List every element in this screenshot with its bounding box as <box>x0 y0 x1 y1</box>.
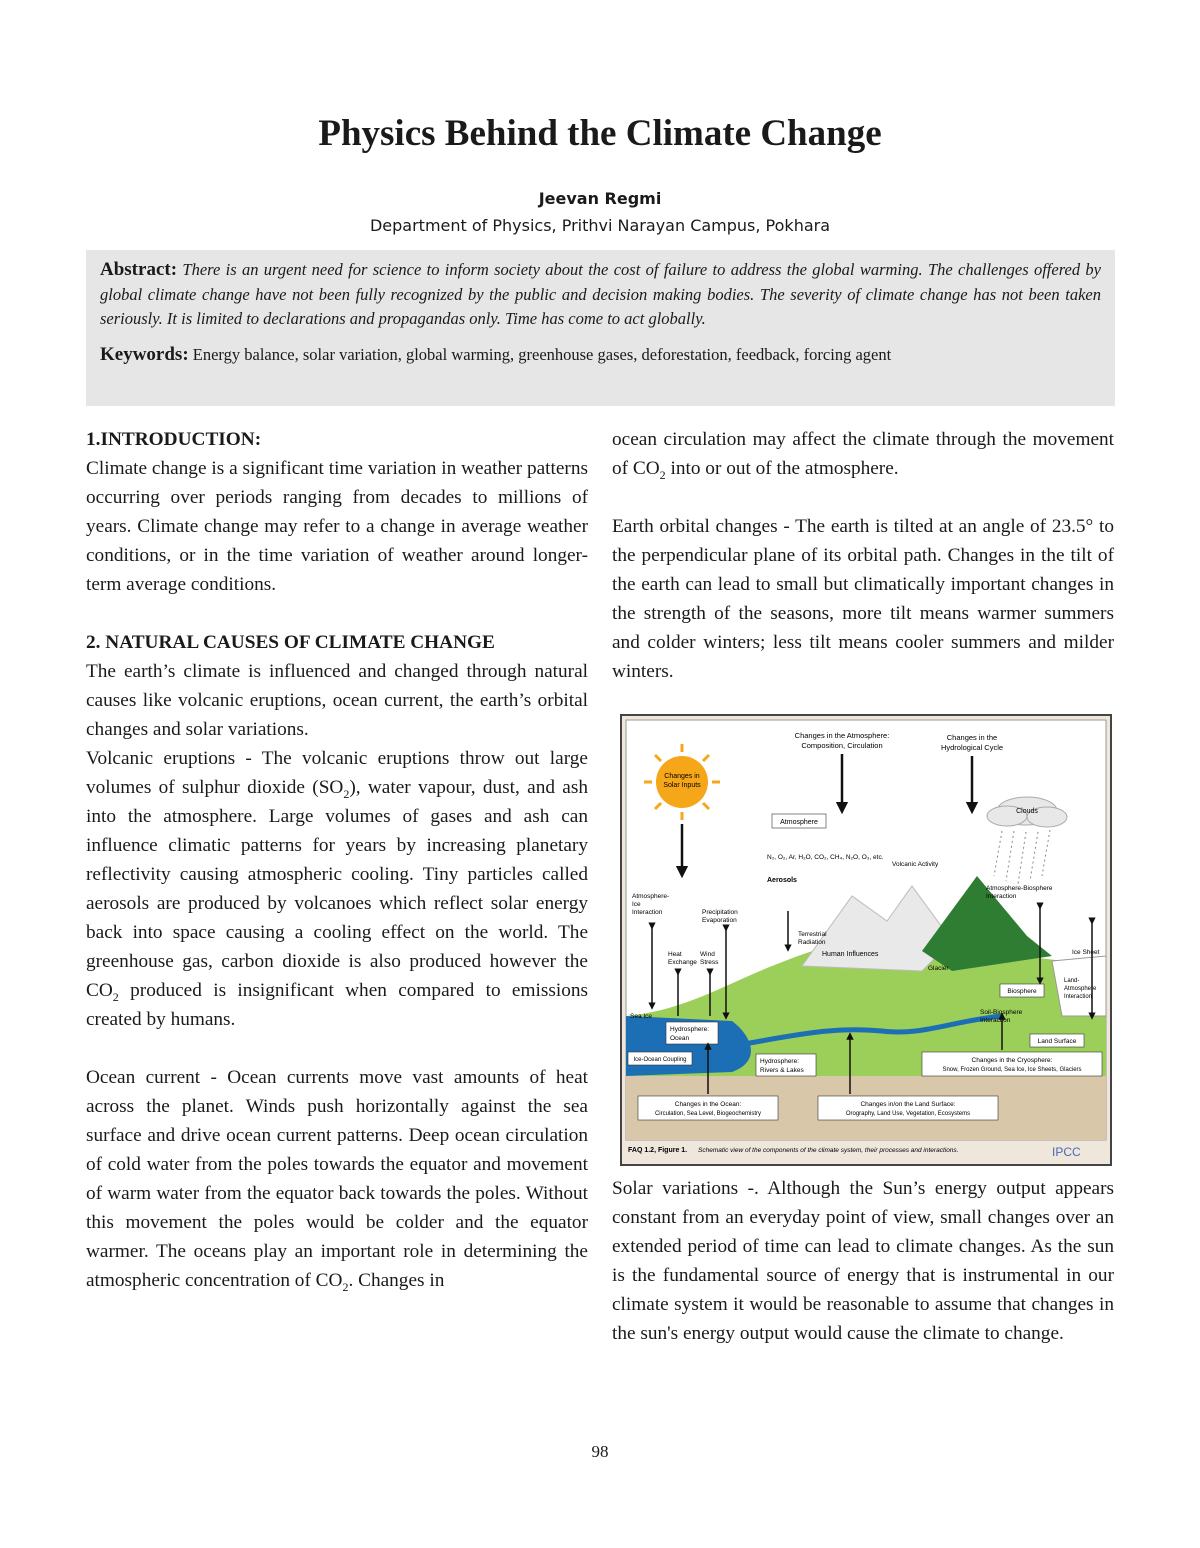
keywords-label: Keywords: <box>100 343 189 365</box>
svg-text:Interaction: Interaction <box>980 1017 1011 1024</box>
ocean-current-continued: ocean circulation may affect the climate through the movement of $CO_2$ into or out of the atmosphere. <box>612 429 1114 482</box>
svg-text:Atmosphere: Atmosphere <box>780 819 818 826</box>
natural-causes-paragraph: The earth’s climate is influenced and changed through natural causes like volcanic eruptions, ocean current, the earth’s orbital changes and solar variations. <box>86 661 588 740</box>
natural-causes-heading: 2. NATURAL CAUSES OF CLIMATE CHANGE <box>86 632 495 653</box>
svg-text:Changes in/on the Land Surface: Changes in/on the Land Surface: <box>860 1101 956 1108</box>
abstract-label: Abstract: <box>100 259 178 280</box>
svg-text:Precipitation: Precipitation <box>702 909 738 916</box>
svg-text:Interaction: Interaction <box>986 893 1017 900</box>
svg-text:Interaction: Interaction <box>1064 994 1093 1000</box>
svg-text:Ice: Ice <box>632 901 641 908</box>
figure-caption-label: FAQ 1.2, Figure 1. <box>628 1147 688 1154</box>
svg-text:Changes in the Atmosphere:: Changes in the Atmosphere: <box>794 731 890 740</box>
svg-text:Soil-Biosphere: Soil-Biosphere <box>980 1009 1023 1016</box>
svg-text:Stress: Stress <box>700 959 719 966</box>
svg-text:Interaction: Interaction <box>632 909 663 916</box>
svg-text:Rivers & Lakes: Rivers & Lakes <box>760 1067 804 1074</box>
svg-text:Volcanic Activity: Volcanic Activity <box>892 861 939 868</box>
solar-paragraph: Solar variations -. Although the Sun’s energy output appears constant from an everyday point of view, small changes over an extended period of time can lead to climate changes. As the sun is the fundamental source of energy that is instrumental in our climate system it would be reasonable to assume that changes in the sun's energy output would cause the climate to change. <box>612 1178 1114 1344</box>
svg-text:Atmosphere-: Atmosphere- <box>632 893 670 900</box>
svg-text:Clouds: Clouds <box>1016 808 1038 815</box>
svg-text:Evaporation: Evaporation <box>702 917 737 924</box>
author-name: Jeevan Regmi <box>538 189 662 208</box>
svg-text:Heat: Heat <box>668 951 682 958</box>
svg-text:Composition, Circulation: Composition, Circulation <box>801 741 883 750</box>
svg-text:Changes in the Ocean:: Changes in the Ocean: <box>674 1101 742 1108</box>
climate-system-diagram <box>622 716 1110 1164</box>
svg-text:Hydrosphere:: Hydrosphere: <box>670 1026 710 1033</box>
left-column <box>86 425 588 1295</box>
svg-text:Wind: Wind <box>700 951 715 958</box>
svg-text:Atmosphere: Atmosphere <box>1064 986 1097 992</box>
svg-text:Hydrosphere:: Hydrosphere: <box>760 1058 800 1065</box>
svg-text:Biosphere: Biosphere <box>1007 988 1037 995</box>
svg-text:Land-: Land- <box>1064 978 1080 984</box>
ipcc-source: IPCC <box>1052 1145 1081 1159</box>
keywords <box>100 344 1101 366</box>
abstract-text: There is an urgent need for science to inform society about the cost of failure to address the global warming. The challenges offered by global climate change have not been fully recognized by the public and decision making bodies. The severity of climate change has not been taken seriously. It is limited to declarations and propagandas only. Time has come to act globally. <box>100 260 1102 328</box>
volcanic-paragraph: Volcanic eruptions - The volcanic eruptions throw out large volumes of sulphur dioxide $(SO_2)$, water vapour, dust, and ash into the atmosphere. Large volumes of gases and ash can influence climatic patterns for years by increasing planetary reflectivity causing atmospheric cooling. Tiny particles called aerosols are produced by volcanoes which reflect solar energy back into space causing a cooling effect on the world. The greenhouse gas, carbon dioxide is also produced however the $CO_2$ produced is insignificant when compared to emissions created by humans. <box>86 748 588 1030</box>
svg-text:Aerosols: Aerosols <box>767 877 797 884</box>
svg-text:Ice Sheet: Ice Sheet <box>1072 949 1100 956</box>
intro-paragraph: Climate change is a significant time variation in weather patterns occurring over periods ranging from decades to millions of years. Climate change may refer to a change in average weather conditions, or in the time variation of weather around longer-term average conditions. <box>86 458 588 595</box>
page-number: 98 <box>591 1442 609 1461</box>
svg-text:Circulation, Sea Level, Biogeo: Circulation, Sea Level, Biogeochemistry <box>654 1111 762 1117</box>
ocean-current-paragraph: Ocean current - Ocean currents move vast amounts of heat across the planet. Winds push horizontally against the sea surface and drive ocean current patterns. Deep ocean circulation of cold water from the poles towards the equator and movement of warm water from the equator back towards the poles. Without this movement the poles would be colder and the equator warmer. The oceans play an important role in determining the atmospheric concentration of $CO_2$. Changes in <box>86 1067 588 1294</box>
sun-label: Changes in <box>664 773 700 780</box>
svg-text:N₂, O₂, Ar, H₂O, CO₂, CH₄, N₂O: N₂, O₂, Ar, H₂O, CO₂, CH₄, N₂O, O₃, etc. <box>767 854 884 861</box>
svg-text:Solar Inputs: Solar Inputs <box>663 782 701 789</box>
author-affiliation: Department of Physics, Prithvi Narayan Campus, Pokhara <box>369 216 831 235</box>
svg-text:Orography, Land Use, Vegetatio: Orography, Land Use, Vegetation, Ecosystems <box>845 1111 971 1117</box>
figure-caption: Schematic view of the components of the climate system, their processes and interactions. <box>698 1147 959 1154</box>
keywords-text: Energy balance, solar variation, global warming, greenhouse gases, deforestation, feedback, forcing agent <box>192 344 892 364</box>
svg-text:Exchange: Exchange <box>668 959 697 966</box>
climate-system-figure <box>620 714 1112 1166</box>
svg-text:Changes in the: Changes in the <box>946 733 998 742</box>
paper-title: Physics Behind the Climate Change <box>318 113 882 154</box>
svg-text:Glacier: Glacier <box>928 965 949 972</box>
right-column-bottom <box>612 1174 1114 1348</box>
abstract <box>100 258 1101 332</box>
svg-text:Radiation: Radiation <box>798 939 826 946</box>
orbital-paragraph: Earth orbital changes - The earth is tilted at an angle of 23.5° to the perpendicular plane of its orbital path. Changes in the tilt of the earth can lead to small but climatically important changes in the strength of the seasons, more tilt means warmer summers and colder winters; less tilt means cooler summers and milder winters. <box>612 516 1114 682</box>
right-column-top <box>612 425 1114 686</box>
svg-text:Snow, Frozen Ground, Sea Ice,: Snow, Frozen Ground, Sea Ice, Ice Sheets, Glaciers <box>942 1067 1082 1073</box>
svg-text:Terrestrial: Terrestrial <box>798 931 827 938</box>
svg-text:Changes in the Cryosphere:: Changes in the Cryosphere: <box>971 1057 1053 1064</box>
svg-text:Ice-Ocean Coupling: Ice-Ocean Coupling <box>633 1057 687 1063</box>
svg-text:Ocean: Ocean <box>670 1035 690 1042</box>
svg-text:Atmosphere-Biosphere: Atmosphere-Biosphere <box>986 885 1053 892</box>
svg-text:Land Surface: Land Surface <box>1037 1038 1077 1045</box>
svg-text:Hydrological Cycle: Hydrological Cycle <box>940 743 1004 752</box>
svg-text:Human Influences: Human Influences <box>822 951 879 958</box>
intro-heading: 1.INTRODUCTION: <box>86 429 262 450</box>
svg-text:Sea Ice: Sea Ice <box>630 1013 653 1020</box>
abstract-box <box>86 250 1115 406</box>
